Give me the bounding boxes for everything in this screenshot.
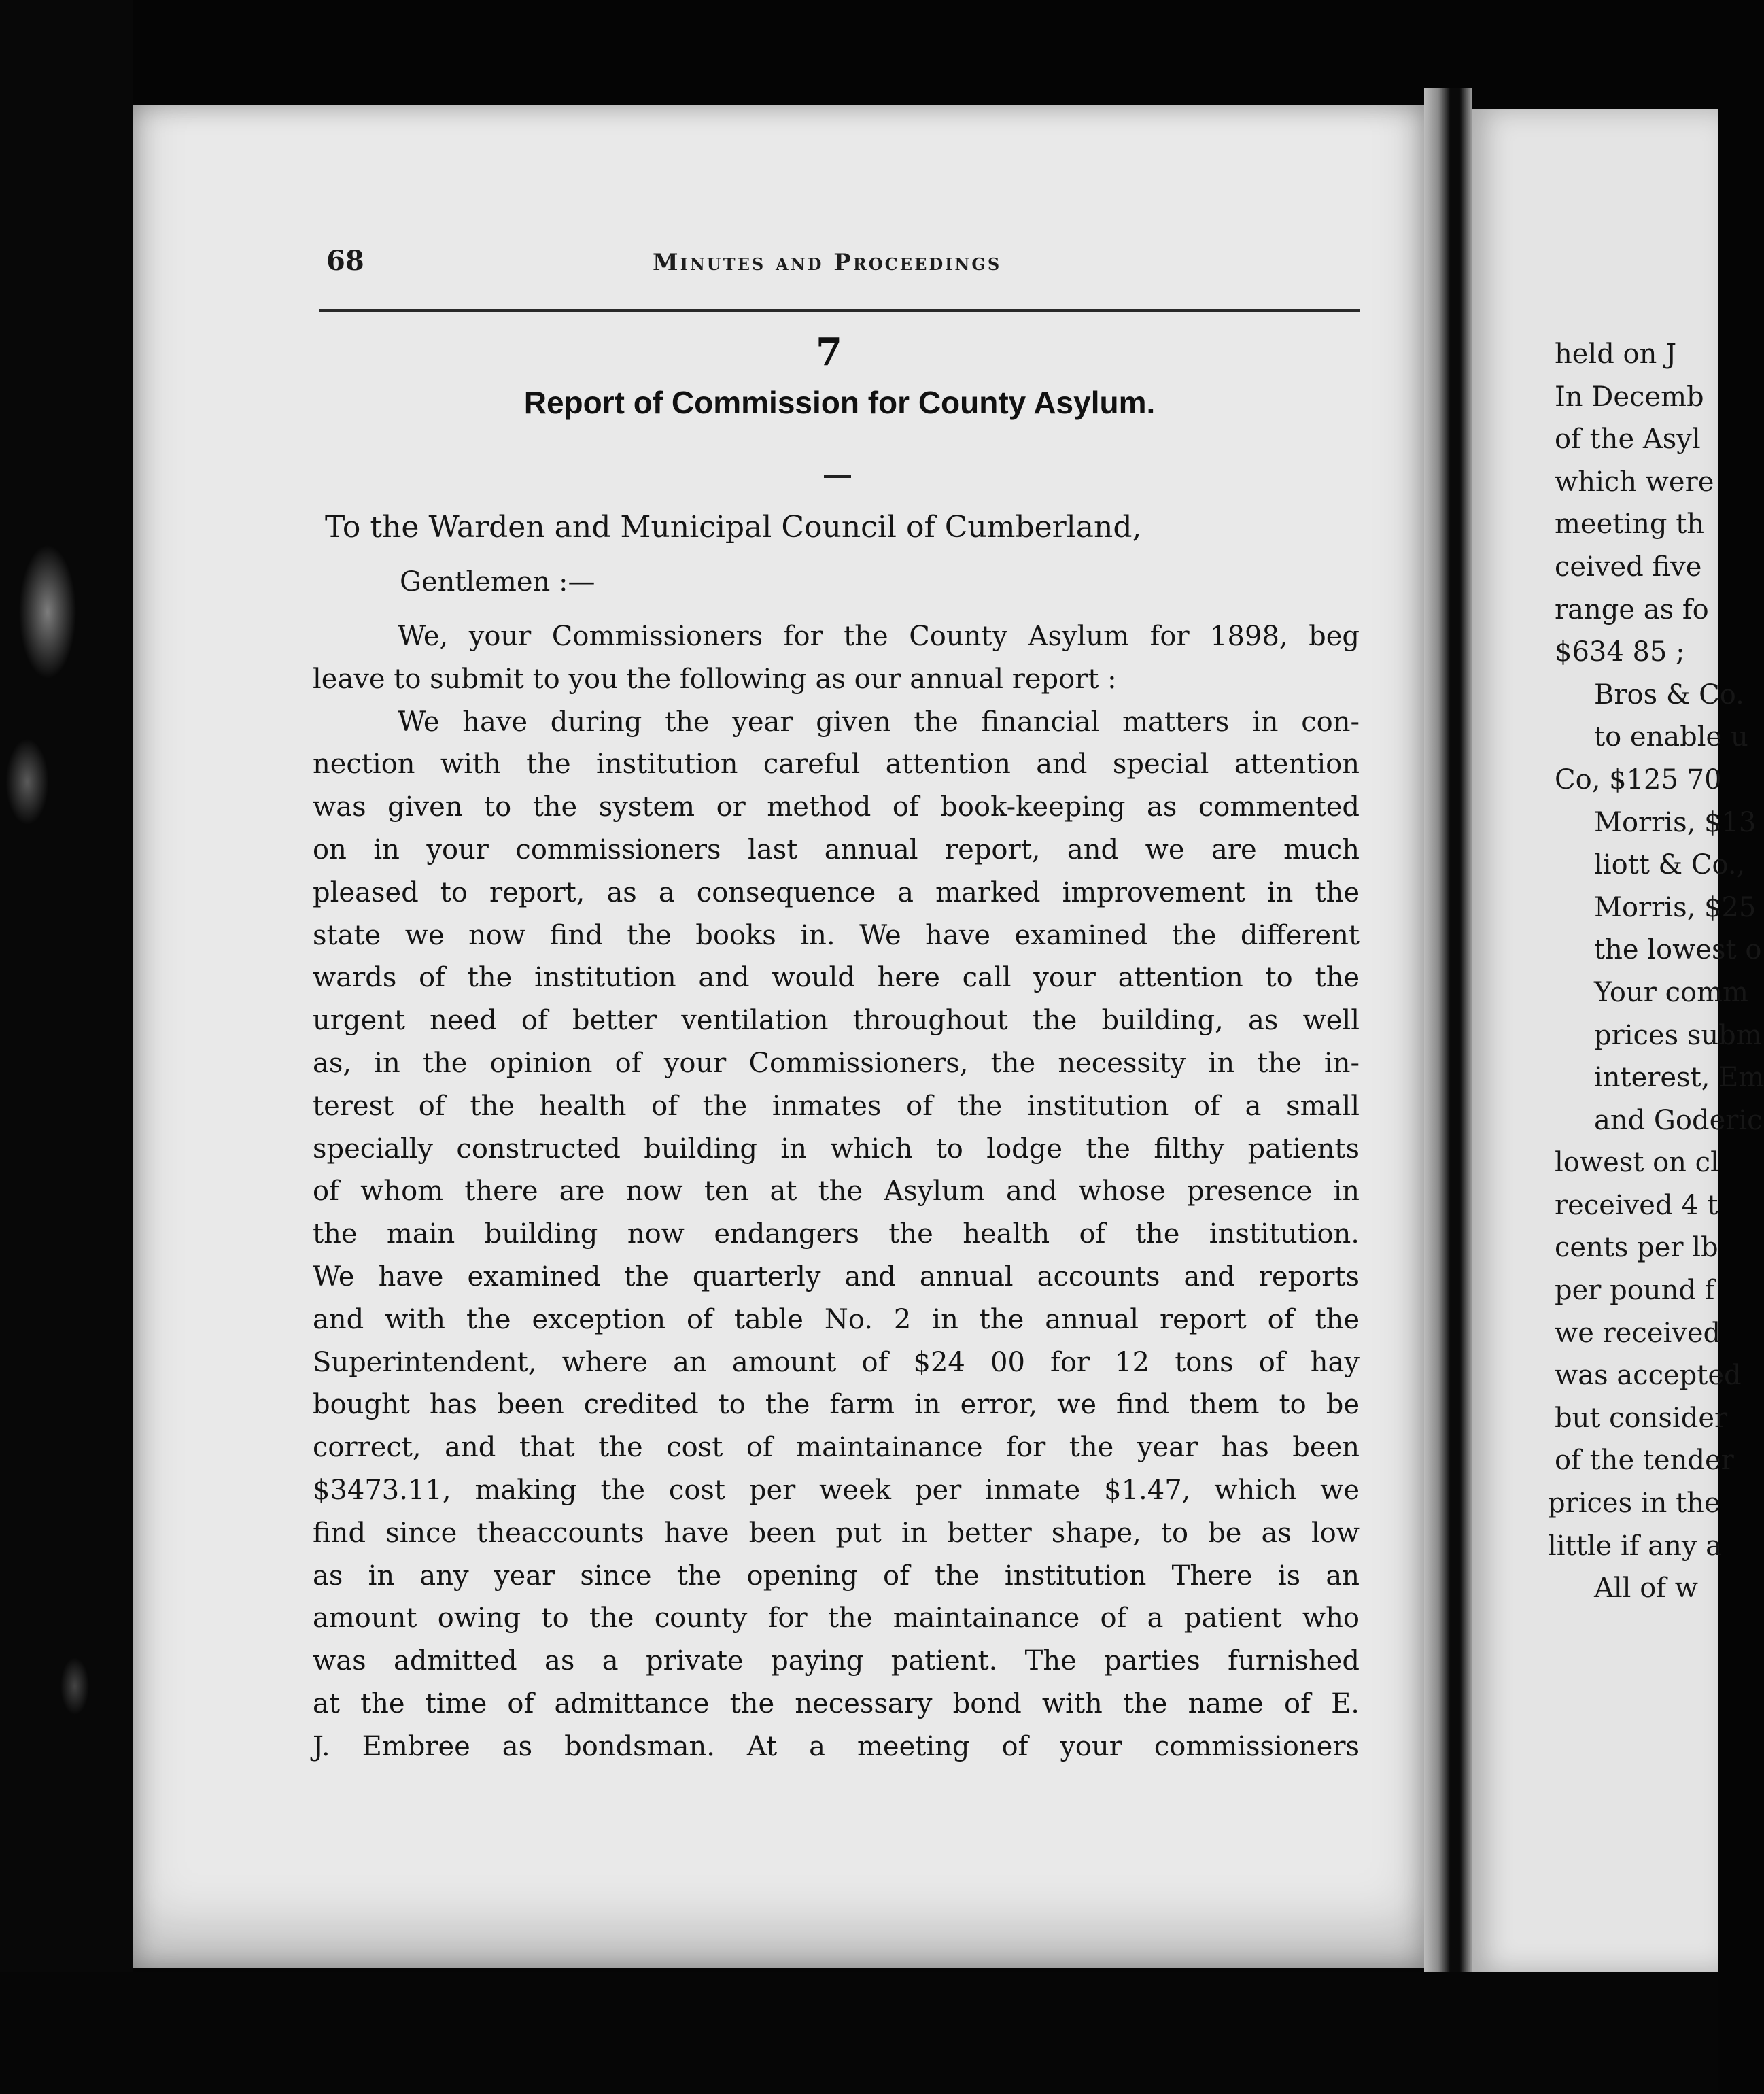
- right-line: and Goderic: [1594, 1104, 1763, 1136]
- right-line: of the tender: [1555, 1445, 1734, 1477]
- body-line: bought has been credited to the farm in error, we find them to be: [313, 1389, 1360, 1421]
- body-line: amount owing to the county for the maintainance of a patient who: [313, 1602, 1360, 1634]
- body-line: J. Embree as bondsman. At a meeting of your commissioners: [313, 1730, 1360, 1762]
- body-line: correct, and that the cost of maintainance for the year has been: [313, 1432, 1360, 1464]
- right-line: interest, Em: [1594, 1062, 1764, 1094]
- scan-left-border: [0, 0, 133, 2094]
- salutation: To the Warden and Municipal Council of Cumberland,: [325, 510, 1142, 545]
- page-number: 68: [326, 245, 364, 277]
- right-line: liott & Co.,: [1594, 849, 1746, 881]
- body-line: specially constructed building in which to lodge the filthy patients: [313, 1133, 1360, 1165]
- page-gutter: [1424, 88, 1472, 1978]
- body-line: nection with the institution careful attention and special attention: [313, 749, 1360, 780]
- right-line: held on J: [1555, 339, 1677, 370]
- body-line: We, your Commissioners for the County Asylum for 1898, beg: [398, 621, 1360, 652]
- right-line: ceived five: [1555, 551, 1702, 583]
- body-line: terest of the health of the inmates of the institution of a small: [313, 1090, 1360, 1122]
- body-line: was admitted as a private paying patient. The parties furnished: [313, 1645, 1360, 1677]
- body-line: was given to the system or method of book-keeping as commented: [313, 791, 1360, 823]
- right-line: per pound f: [1555, 1275, 1715, 1307]
- body-line: at the time of admittance the necessary bond with the name of E.: [313, 1687, 1360, 1719]
- right-line: All of w: [1594, 1573, 1699, 1604]
- body-line: find since theaccounts have been put in better shape, to be as low: [313, 1517, 1360, 1549]
- body-line: Superintendent, where an amount of $24 00 for 12 tons of hay: [313, 1346, 1360, 1378]
- right-line: In Decemb: [1555, 381, 1704, 413]
- greeting: Gentlemen :—: [400, 566, 595, 598]
- right-line: Morris, $13: [1594, 806, 1757, 838]
- right-line: received 4 t: [1555, 1189, 1718, 1221]
- section-number: 7: [816, 330, 842, 375]
- body-line: state we now find the books in. We have examined the different: [313, 919, 1360, 951]
- body-line: We have during the year given the financial matters in con-: [398, 706, 1360, 738]
- body-line: We have examined the quarterly and annual accounts and reports: [313, 1260, 1360, 1292]
- body-line: wards of the institution and would here call your attention to the: [313, 962, 1360, 994]
- report-body: [313, 615, 1360, 1768]
- right-line: to enable u: [1594, 721, 1748, 753]
- right-line: the lowest o: [1594, 934, 1762, 966]
- body-line: the main building now endangers the health of the institution.: [313, 1218, 1360, 1250]
- right-line: which were: [1555, 466, 1714, 498]
- right-line: meeting th: [1555, 509, 1705, 540]
- report-title: Report of Commission for County Asylum.: [523, 385, 1156, 420]
- right-line: Morris, $25: [1594, 891, 1757, 923]
- running-head: Minutes and Proceedings: [653, 249, 1002, 276]
- right-line: of the Asyl: [1555, 424, 1701, 456]
- title-divider: [824, 475, 851, 478]
- body-line: of whom there are now ten at the Asylum and whose presence in: [313, 1175, 1360, 1207]
- body-line: on in your commissioners last annual report, and we are much: [313, 834, 1360, 865]
- right-line: prices in the: [1548, 1488, 1720, 1520]
- body-line: and with the exception of table No. 2 in the annual report of the: [313, 1303, 1360, 1335]
- right-line: was accepted: [1555, 1360, 1742, 1392]
- body-line: as, in the opinion of your Commissioners, the necessity in the in-: [313, 1047, 1360, 1079]
- body-line: leave to submit to you the following as our annual report :: [313, 663, 1117, 695]
- body-line: as in any year since the opening of the institution There is an: [313, 1560, 1360, 1592]
- page-header: [326, 245, 1346, 279]
- right-line: prices subm: [1594, 1019, 1762, 1051]
- header-rule: [319, 309, 1360, 312]
- scan-bottom-border: [0, 1972, 1718, 2094]
- right-line: Your comm: [1594, 976, 1748, 1008]
- right-page-text: [1548, 333, 1764, 1610]
- right-line: lowest on cl: [1555, 1147, 1719, 1179]
- right-line: range as fo: [1555, 594, 1709, 625]
- right-line: cents per lb: [1555, 1232, 1718, 1264]
- body-line: urgent need of better ventilation throughout the building, as well: [313, 1005, 1360, 1037]
- right-line: but consider: [1555, 1402, 1728, 1434]
- right-line: we received: [1555, 1317, 1721, 1349]
- body-line: pleased to report, as a consequence a marked improvement in the: [313, 876, 1360, 908]
- right-line: little if any a: [1548, 1530, 1722, 1562]
- right-line: Co, $125 70: [1555, 763, 1722, 795]
- right-line: $634 85 ;: [1555, 636, 1685, 668]
- body-line: $3473.11, making the cost per week per inmate $1.47, which we: [313, 1474, 1360, 1506]
- right-line: Bros & Co.: [1594, 679, 1744, 710]
